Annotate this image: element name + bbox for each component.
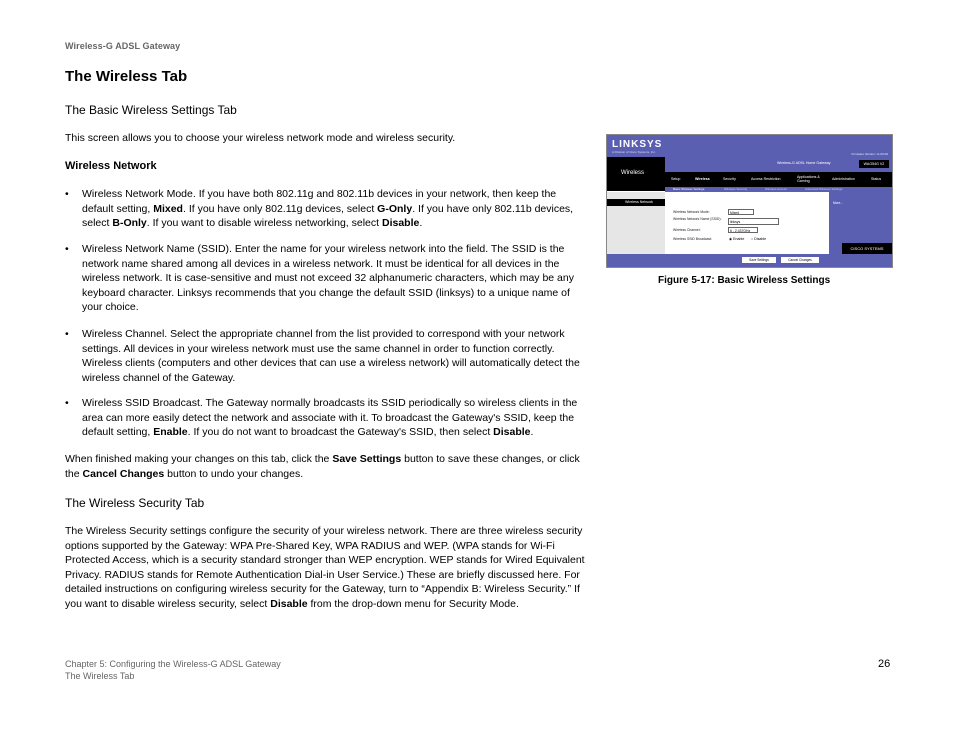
ssid-input[interactable]: linksys	[728, 218, 779, 225]
network-mode-select[interactable]: Mixed	[728, 209, 754, 215]
cancel-changes-button[interactable]: Cancel Changes	[781, 257, 819, 263]
logo-subtitle: A Division of Cisco Systems, Inc.	[612, 150, 656, 154]
radio-enable[interactable]: ◉ Enable	[729, 237, 745, 241]
running-header: Wireless-G ADSL Gateway	[65, 41, 181, 51]
sidebar-heading	[607, 199, 665, 206]
figure-caption: Figure 5-17: Basic Wireless Settings	[658, 275, 831, 286]
bullet-text: Wireless Network Name (SSID). Enter the name for your wireless network into the field. The SSID is the network name shared among all devices in a wireless network. It must be identical for all devices in the wireless network. It is case-sensitive and must not exceed 32 alphanumeric characters, which may be any keyboard character. Linksys recommends that you change the default SSID (linksys) to a unique name of your choice.	[82, 243, 574, 314]
security-paragraph	[65, 524, 590, 612]
bullet-dot: •	[65, 397, 69, 409]
footer	[65, 658, 281, 682]
bullet-channel	[65, 327, 590, 385]
sidebar-heading-text: Wireless Network	[625, 200, 653, 204]
cisco-logo: CISCO SYSTEMS	[842, 243, 892, 254]
subtab-wireless-access[interactable]: Wireless Access	[765, 187, 787, 191]
bold-term: Disable	[381, 217, 420, 230]
intro-paragraph: This screen allows you to choose your wireless network mode and wireless security.	[65, 132, 456, 144]
bold-term: Mixed	[153, 202, 183, 215]
subtab-advanced-wireless[interactable]: Advanced Wireless Settings	[805, 187, 843, 191]
text-run: .	[419, 217, 423, 230]
text-run: . If you do not want to broadcast the Gateway's SSID, then select	[187, 426, 494, 439]
tab-administration[interactable]: Administration	[832, 177, 855, 181]
text-run: from the drop-down menu for Security Mode.	[307, 597, 519, 610]
text-run: . If you have only 802.11g devices, select	[182, 202, 378, 215]
bold-term: B-Only	[112, 217, 147, 230]
label-network-mode: Wireless Network Mode:	[673, 210, 710, 214]
label-ssid: Wireless Network Name (SSID):	[673, 217, 722, 221]
firmware-version: Firmware Version: v1.00.06	[851, 152, 888, 156]
text-run: The Wireless Security settings configure the security of your wireless network. There are three wireless security options supported by the Gateway: WPA Pre-Shared Key, WPA RADIUS and WEP. (WPA stands for Wi-Fi Protected Access, which is a security standard stronger than WEP encryption. WEP stands for Wired Equivalent Privacy. RADIUS stands for Remote Authentication Dial-in User Service.) These are briefly discussed here. For detailed instructions on configuring wireless security for the Gateway, turn to “Appendix B: Wireless Security.” If you want to disable wireless security, select	[65, 525, 585, 610]
save-settings-button[interactable]: Save Settings	[742, 257, 776, 263]
radio-disable[interactable]: ○ Disable	[751, 237, 767, 241]
radio-disable-label: Disable	[754, 237, 767, 241]
tab-access-restriction[interactable]: Access Restriction	[751, 177, 781, 181]
bullet-dot: •	[65, 243, 69, 255]
more-link[interactable]: More...	[833, 201, 843, 205]
tab-status[interactable]: Status	[871, 177, 882, 181]
subtab-basic-wireless[interactable]: Basic Wireless Settings	[673, 187, 705, 191]
bullet-text: Wireless Channel. Select the appropriate channel from the list provided to correspond with your network settings. All devices in your wireless network must use the same channel in order to function correctly. Wireless clients (computers and other devices that can use a wireless network) will automatically detect the wireless channel of the Gateway.	[82, 328, 580, 384]
text-run: Wireless Network Mode. If you have both 802.11g and 802.11b devices in your network, then keep the default setting,	[82, 188, 557, 215]
channel-select[interactable]: 6 - 2.437GHz	[728, 227, 758, 233]
product-name: Wireless-G ADSL Home Gateway	[777, 161, 831, 165]
minor-heading-wireless-network: Wireless Network	[65, 160, 157, 172]
tab-applications-gaming[interactable]: Applications & Gaming	[797, 175, 820, 183]
section-label-box	[607, 157, 665, 191]
bold-term: Disable	[270, 597, 308, 610]
tab-wireless[interactable]: Wireless	[695, 177, 710, 181]
linksys-logo: LINKSYS	[612, 139, 663, 150]
text-run: When finished making your changes on this tab, click the	[65, 453, 333, 465]
label-ssid-broadcast: Wireless SSID Broadcast:	[673, 237, 713, 241]
bullet-network-mode	[65, 187, 590, 231]
bold-term: Enable	[153, 426, 188, 439]
bold-term: Save Settings	[332, 453, 402, 465]
text-run: Wireless SSID Broadcast. The Gateway normally broadcasts its SSID periodically so wireless clients in the area can more easily detect the network and associate with it. To broadcast the Gateway's SSID, keep the default setting,	[82, 397, 578, 439]
section-title: The Wireless Tab	[65, 68, 188, 85]
bullet-dot: •	[65, 328, 69, 340]
text-run: .	[530, 426, 534, 439]
tab-setup[interactable]: Setup	[671, 177, 681, 181]
subsection-title-basic: The Basic Wireless Settings Tab	[65, 103, 237, 117]
tab-security[interactable]: Security	[723, 177, 736, 181]
subtab-wireless-security[interactable]: Wireless Security	[724, 187, 748, 191]
bullet-dot: •	[65, 188, 69, 200]
page-number: 26	[878, 658, 891, 670]
text-run: button to undo your changes.	[164, 467, 304, 480]
model-badge: WAG54G V2	[859, 160, 889, 168]
radio-enable-label: Enable	[733, 237, 745, 241]
footer-chapter: Chapter 5: Configuring the Wireless-G ADSL Gateway	[65, 659, 281, 669]
text-run: . If you want to disable wireless networking, select	[146, 217, 382, 230]
bold-term: G-Only	[377, 202, 413, 215]
bold-term: Cancel Changes	[82, 467, 165, 480]
text-run: button to save these changes, or click the	[65, 453, 580, 480]
figure-screenshot	[606, 134, 893, 268]
label-channel: Wireless Channel:	[673, 228, 701, 232]
closing-paragraph	[65, 452, 590, 481]
footer-section: The Wireless Tab	[65, 671, 135, 681]
bullet-ssid	[65, 242, 590, 315]
bold-term: Disable	[493, 426, 531, 439]
section-label: Wireless	[621, 170, 645, 176]
bullet-ssid-broadcast	[65, 396, 590, 440]
subsection-title-security: The Wireless Security Tab	[65, 496, 205, 510]
text-run: . If you have only 802.11b devices, select	[82, 202, 574, 230]
